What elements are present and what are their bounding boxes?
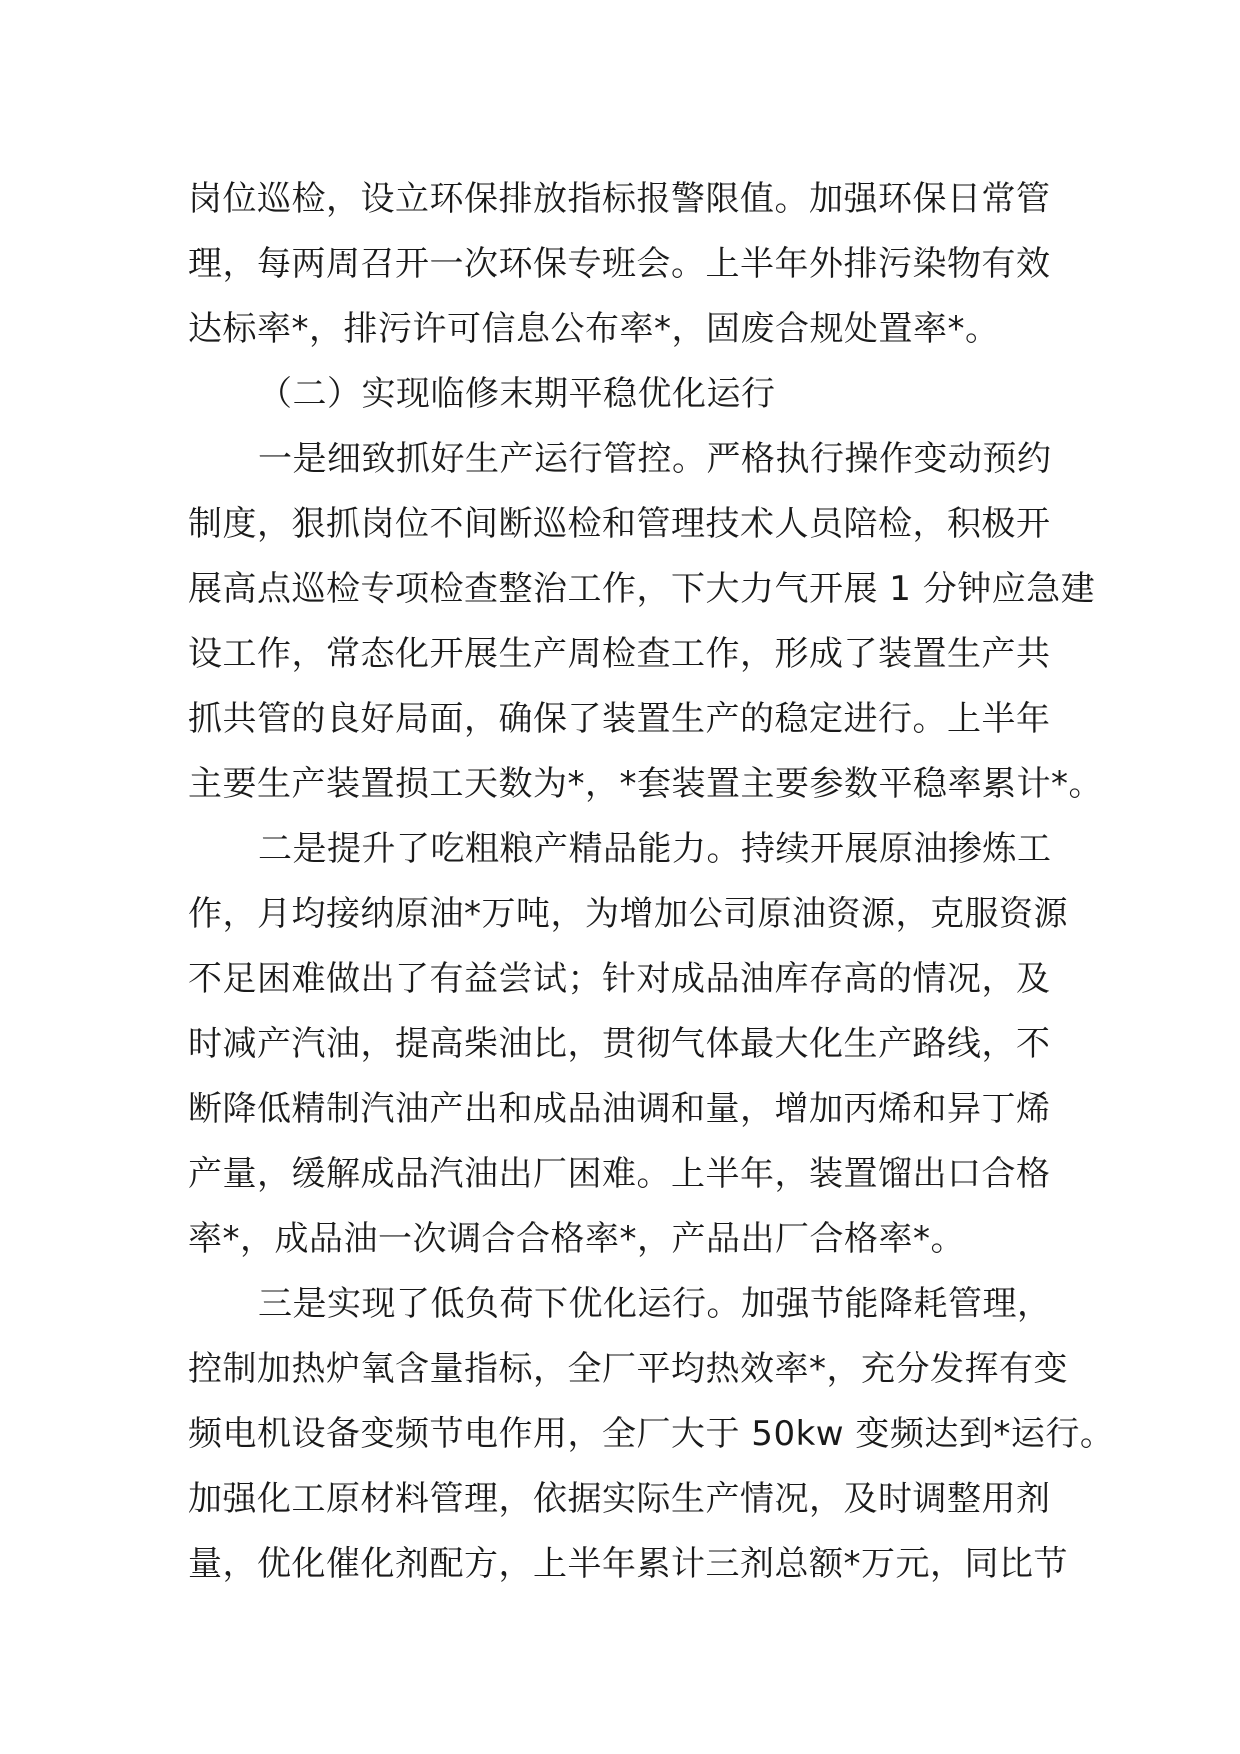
text-line: 抓共管的良好局面，确保了装置生产的稳定进行。上半年 bbox=[188, 699, 1051, 739]
text-line: 达标率*，排污许可信息公布率*，固废合规处置率*。 bbox=[188, 309, 1000, 349]
text-line: 频电机设备变频节电作用，全厂大于 50kw 变频达到*运行。 bbox=[188, 1414, 1115, 1454]
text-line: 理，每两周召开一次环保专班会。上半年外排污染物有效 bbox=[188, 244, 1051, 284]
paragraph-start: 二是提升了吃粗粮产精品能力。持续开展原油掺炼工 bbox=[258, 829, 1052, 869]
text-line: 控制加热炉氧含量指标，全厂平均热效率*，充分发挥有变 bbox=[188, 1349, 1068, 1389]
text-line: 展高点巡检专项检查整治工作，下大力气开展 1 分钟应急建 bbox=[188, 569, 1096, 609]
text-line: 加强化工原材料管理，依据实际生产情况，及时调整用剂 bbox=[188, 1479, 1051, 1519]
text-line: 量，优化催化剂配方，上半年累计三剂总额*万元，同比节 bbox=[188, 1544, 1068, 1584]
paragraph-start: 一是细致抓好生产运行管控。严格执行操作变动预约 bbox=[258, 439, 1052, 479]
document-page bbox=[188, 167, 1115, 1597]
section-heading: （二）实现临修末期平稳优化运行 bbox=[258, 374, 776, 414]
text-line: 率*，成品油一次调合合格率*，产品出厂合格率*。 bbox=[188, 1219, 965, 1259]
text-line: 制度，狠抓岗位不间断巡检和管理技术人员陪检，积极开 bbox=[188, 504, 1051, 544]
text-line: 时减产汽油，提高柴油比，贯彻气体最大化生产路线，不 bbox=[188, 1024, 1051, 1064]
text-line: 作，月均接纳原油*万吨，为增加公司原油资源，克服资源 bbox=[188, 894, 1068, 934]
text-line: 主要生产装置损工天数为*，*套装置主要参数平稳率累计*。 bbox=[188, 764, 1103, 804]
text-line: 设工作，常态化开展生产周检查工作，形成了装置生产共 bbox=[188, 634, 1051, 674]
paragraph-start: 三是实现了低负荷下优化运行。加强节能降耗管理， bbox=[258, 1284, 1052, 1324]
text-line: 不足困难做出了有益尝试；针对成品油库存高的情况，及 bbox=[188, 959, 1051, 999]
text-line: 岗位巡检，设立环保排放指标报警限值。加强环保日常管 bbox=[188, 179, 1051, 219]
text-line: 断降低精制汽油产出和成品油调和量，增加丙烯和异丁烯 bbox=[188, 1089, 1051, 1129]
text-line: 产量，缓解成品汽油出厂困难。上半年，装置馏出口合格 bbox=[188, 1154, 1051, 1194]
